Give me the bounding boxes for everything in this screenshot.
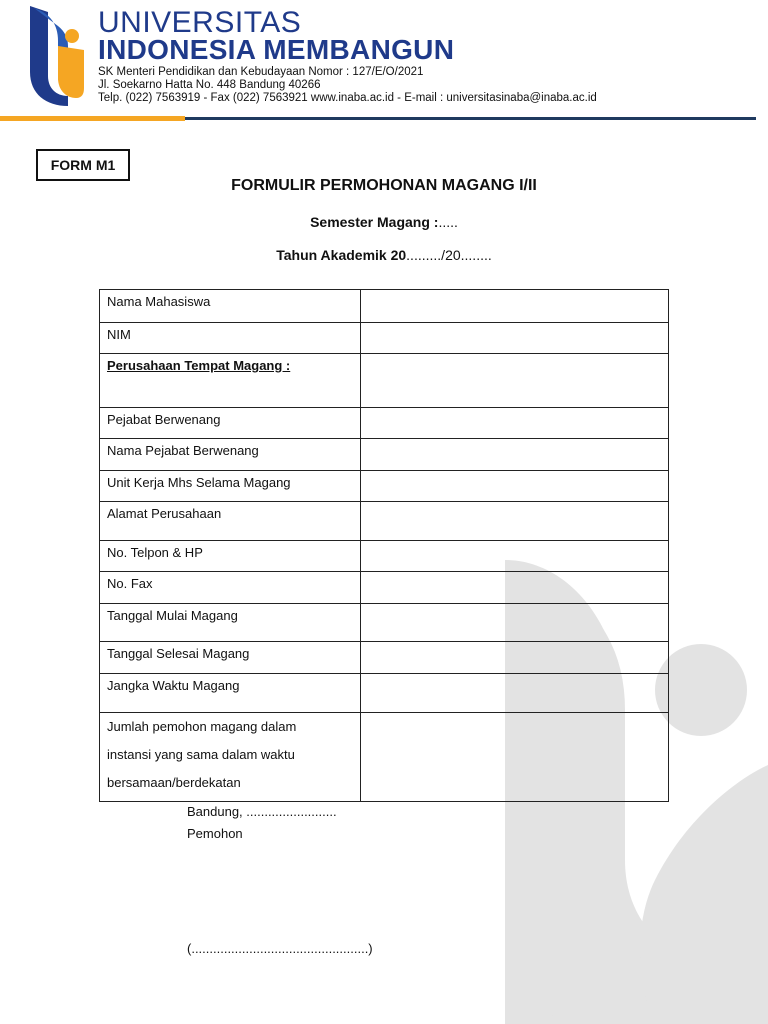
header-rule-navy: [185, 117, 756, 120]
table-row: [100, 323, 669, 354]
semester-line: [0, 214, 768, 230]
row-label-multiline: [100, 713, 361, 802]
university-info: [98, 66, 597, 105]
table-row: [100, 674, 669, 713]
table-row: [100, 502, 669, 541]
address-line: Jl. Soekarno Hatta No. 448 Bandung 40266: [98, 79, 321, 91]
row-value[interactable]: [361, 323, 669, 354]
academic-year-line: [0, 247, 768, 263]
row-label: Nama Pejabat Berwenang: [100, 439, 361, 471]
table-row: [100, 604, 669, 642]
year-end: ........: [460, 247, 492, 263]
semester-value: .....: [438, 214, 458, 230]
signing-place-date: Bandung, .........................: [187, 804, 337, 819]
row-label: Tanggal Selesai Magang: [100, 642, 361, 674]
row-label: No. Telpon & HP: [100, 541, 361, 572]
row-value[interactable]: [361, 541, 669, 572]
row-label: NIM: [100, 323, 361, 354]
row-label: Nama Mahasiswa: [100, 290, 361, 323]
row-label: Tanggal Mulai Magang: [100, 604, 361, 642]
row-label: Jangka Waktu Magang: [100, 674, 361, 713]
year-label: Tahun Akademik 20: [276, 247, 407, 263]
signature-line: (.................................................): [187, 941, 373, 956]
form-code-box: FORM M1: [36, 149, 130, 181]
multiline-part: bersamaan/berdekatan: [107, 775, 241, 790]
row-value[interactable]: [361, 290, 669, 323]
row-value[interactable]: [361, 502, 669, 541]
year-mid: ........./20: [406, 247, 461, 263]
table-row: [100, 541, 669, 572]
row-value[interactable]: [361, 674, 669, 713]
row-label: Alamat Perusahaan: [100, 502, 361, 541]
table-row: [100, 290, 669, 323]
row-label: Unit Kerja Mhs Selama Magang: [100, 471, 361, 502]
contact-line: Telp. (022) 7563919 - Fax (022) 7563921 www.inaba.ac.id - E-mail : universitasinaba@inaba.ac.id: [98, 92, 597, 104]
multiline-part: Jumlah pemohon magang dalam: [107, 719, 297, 734]
table-row: [100, 642, 669, 674]
table-row: [100, 713, 669, 802]
table-row: [100, 439, 669, 471]
row-value[interactable]: [361, 354, 669, 408]
form-title: FORMULIR PERMOHONAN MAGANG I/II: [231, 177, 537, 194]
university-name-line2: INDONESIA MEMBANGUN: [98, 34, 455, 65]
row-label: Perusahaan Tempat Magang :: [100, 354, 361, 408]
row-label: Pejabat Berwenang: [100, 408, 361, 439]
university-logo: [28, 6, 84, 106]
row-label: No. Fax: [100, 572, 361, 604]
table-row: [100, 354, 669, 408]
row-value[interactable]: [361, 713, 669, 802]
header-rule-orange: [0, 116, 185, 121]
semester-label: Semester Magang :: [310, 214, 439, 230]
sk-line: SK Menteri Pendidikan dan Kebudayaan Nomor : 127/E/O/2021: [98, 66, 424, 78]
university-name-line1: UNIVERSITAS: [98, 6, 302, 39]
row-value[interactable]: [361, 642, 669, 674]
row-value[interactable]: [361, 604, 669, 642]
row-value[interactable]: [361, 572, 669, 604]
table-row: [100, 408, 669, 439]
multiline-part: instansi yang sama dalam waktu: [107, 747, 295, 762]
application-form-table: [99, 289, 669, 802]
row-value[interactable]: [361, 408, 669, 439]
row-value[interactable]: [361, 439, 669, 471]
row-value[interactable]: [361, 471, 669, 502]
table-row: [100, 572, 669, 604]
applicant-label: Pemohon: [187, 826, 243, 841]
table-row: [100, 471, 669, 502]
